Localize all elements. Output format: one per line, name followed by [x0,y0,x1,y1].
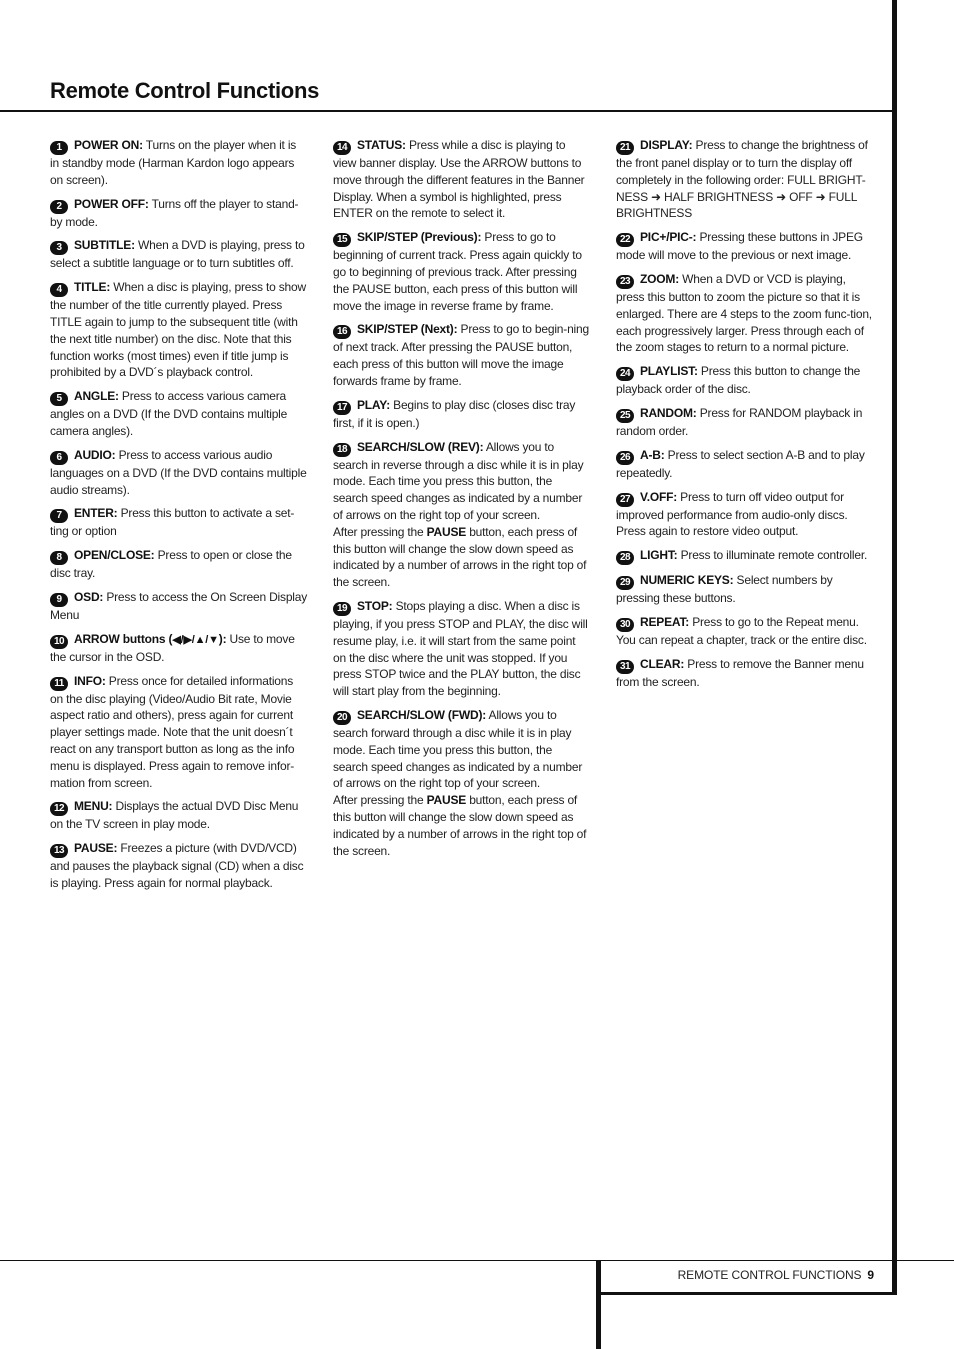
item-label-end: ): [218,631,227,646]
item-number-badge: 16 [333,325,351,339]
item-label: NUMERIC KEYS: [640,573,734,588]
item-number-badge: 9 [50,593,68,607]
item-description: Press while a disc is playing to view banner display. Use the ARROW buttons to move through the different features in the Banner Display. When a symbol is highlighted, press ENTER on the remote to select it. [333,138,585,221]
footer-section-label: REMOTE CONTROL FUNCTIONS [677,1268,862,1282]
item-number-badge: 21 [616,141,634,155]
item-description: When a DVD is playing, press to select a subtitle language or to turn subtitles off. [50,238,305,271]
column-2 [333,137,589,866]
item-label: SEARCH/SLOW (REV): [357,439,484,454]
function-item [616,229,874,264]
footer-rule [0,1260,954,1261]
function-item [50,196,308,231]
right-edge-bar [892,0,897,1295]
item-number-badge: 7 [50,509,68,523]
item-number-badge: 14 [333,141,351,155]
item-description: Press to go to beginning of current track. Press again quickly to go to beginning of previous track. After pressing the PAUSE button, each press of this button will move the image in reverse frame by frame. [333,230,582,313]
item-note-bold: PAUSE [426,793,467,808]
item-number-badge: 12 [50,802,68,816]
item-number-badge: 28 [616,551,634,565]
function-item [333,707,589,859]
function-item [616,405,874,440]
item-label: CLEAR: [640,656,685,671]
item-label: SUBTITLE: [74,238,135,253]
item-note-text-end: button, each press of this button will change the slow down speed as indicated by a number of arrows in the right top of the screen. [333,524,587,590]
item-description: Press once for detailed informations on the disc playing (Video/Audio Bit rate, Movie aspect ratio and others), press again for current player settings made. Note that the unit doesn´t react on any transport button as long as the info menu is displayed. Press again to remove infor-mation from screen. [50,673,295,790]
item-description: Turns off the player to stand-by mode. [50,196,299,229]
function-item [50,447,308,499]
item-label: STOP: [357,598,393,613]
page-title: Remote Control Functions [50,78,320,103]
item-description: Press to access various audio languages on a DVD (If the DVD contains multiple audio streams). [50,447,307,497]
function-item [50,505,308,540]
item-number-badge: 24 [616,367,634,381]
item-label: POWER OFF: [74,196,149,211]
item-number-badge: 25 [616,409,634,423]
item-note-bold: PAUSE [426,524,467,539]
item-number-badge: 4 [50,283,68,297]
item-number-badge: 11 [50,677,68,691]
function-item [50,388,308,440]
item-label: PLAYLIST: [640,364,698,379]
item-number-badge: 27 [616,493,634,507]
item-label: A-B: [640,447,665,462]
function-item [333,137,589,222]
item-description: Select numbers by pressing these buttons. [616,573,833,606]
item-description: Press to select section A-B and to play repeatedly. [616,447,865,480]
item-description: Press to access the On Screen Display Menu [50,589,308,622]
function-item [333,229,589,314]
function-item [616,363,874,398]
item-note-text: After pressing the [333,793,427,808]
arrow-icon: ▼ [208,633,219,646]
item-description: When a DVD or VCD is playing, press this button to zoom the picture so that it is enlarged. There are 4 steps to the zoom func-tion, each progressively larger. Press through each of the zoom stages to return to a normal picture. [616,271,872,355]
item-label: PLAY: [357,397,391,412]
item-label: TITLE: [74,280,111,295]
item-number-badge: 17 [333,401,351,415]
function-item [333,321,589,389]
item-number-badge: 6 [50,451,68,465]
column-3 [616,137,874,698]
function-item [50,547,308,582]
function-item [616,137,874,222]
item-description: Allows you to search in reverse through a disc while it is in play mode. Each time you press this button, the search speed changes as indicated by a number of arrows on the right top of your screen. [333,439,584,522]
item-label: LIGHT: [640,548,678,563]
item-label: SKIP/STEP (Next): [357,322,458,337]
item-number-badge: 19 [333,602,351,616]
item-description: Press to access various camera angles on a DVD (If the DVD contains multiple camera angles). [50,389,288,438]
item-description: Displays the actual DVD Disc Menu on the TV screen in play mode. [50,799,299,832]
function-item [50,673,308,792]
item-description: Begins to play disc (closes disc tray first, if it is open.) [333,397,576,430]
function-item [616,271,874,356]
item-number-badge: 3 [50,241,68,255]
item-description: Pressing these buttons in JPEG mode will move to the previous or next image. [616,230,863,263]
item-label: STATUS: [357,138,406,152]
item-number-badge: 23 [616,275,634,289]
item-description: Press to go to the Repeat menu. You can repeat a chapter, track or the entire disc. [616,614,867,647]
item-description: Use to move the cursor in the OSD. [50,631,295,664]
item-number-badge: 29 [616,576,634,590]
function-item [616,572,874,607]
function-item [333,439,589,591]
item-number-badge: 2 [50,200,68,214]
function-item [616,614,874,649]
item-number-badge: 1 [50,141,68,155]
item-description: Press to change the brightness of the front panel display or to turn the display off completely in the following order: FULL BRIGHT-NESS ➜ HALF BRIGHTNESS ➜ OFF ➜ FULL BRIGHTNESS [616,138,868,221]
page-number: 9 [867,1268,874,1282]
item-description: Allows you to search forward through a disc while it is in play mode. Each time you press this button, the search speed changes as indicated by a number of arrows on the right top of your screen. [333,707,583,791]
item-description: Press to illuminate remote controller. [677,548,868,563]
item-number-badge: 10 [50,635,68,649]
item-number-badge: 30 [616,618,634,632]
function-item [616,656,874,691]
item-label: ENTER: [74,506,118,521]
footer-box-rule [596,1292,897,1295]
function-item [50,798,308,833]
item-label: V.OFF: [640,489,678,504]
item-label: SKIP/STEP (Previous): [357,230,482,245]
function-item [50,279,308,381]
item-description: Stops playing a disc. When a disc is playing, if you press STOP and PLAY, the disc will resume play, i.e. it will start from the same point on the disc where the unit was stopped. If you press STOP twice and the PLAY button, the disc will start play from the beginning. [333,598,588,699]
item-note-text: After pressing the [333,524,427,539]
arrow-separator: / [180,633,184,646]
item-number-badge: 20 [333,711,351,725]
item-number-badge: 5 [50,392,68,406]
item-label: POWER ON: [74,138,143,152]
item-number-badge: 8 [50,551,68,565]
function-item [50,589,308,624]
item-label: ARROW buttons ( [74,631,173,646]
arrow-icon: ▲ [194,633,206,646]
item-label: ZOOM: [640,271,679,286]
item-label: AUDIO: [74,447,116,462]
function-item [50,631,308,666]
item-label: REPEAT: [640,614,690,629]
item-description: Press for RANDOM playback in random order. [616,405,863,438]
item-number-badge: 18 [333,443,351,457]
item-label: MENU: [74,799,113,814]
item-number-badge: 26 [616,451,634,465]
arrow-icon: ◀ [172,633,181,646]
item-label: ANGLE: [74,389,119,404]
item-label: OPEN/CLOSE: [74,548,155,563]
title-rule [0,110,892,112]
item-description: Press to remove the Banner menu from the screen. [616,656,864,689]
item-number-badge: 22 [616,233,634,247]
function-item [50,237,308,272]
arrow-icon: ▶ [183,633,192,646]
arrow-separator: / [191,633,195,646]
footer-vertical-bar [596,1261,601,1349]
item-number-badge: 15 [333,233,351,247]
item-number-badge: 31 [616,660,634,674]
item-number-badge: 13 [50,844,68,858]
function-item [50,840,308,892]
function-item [333,598,589,700]
item-description: Turns on the player when it is in standby mode (Harman Kardon logo appears on screen). [50,138,297,187]
item-label: INFO: [74,673,106,688]
column-1 [50,137,308,899]
item-label: RANDOM: [640,405,697,420]
function-item [616,447,874,482]
function-item [333,397,589,432]
item-label: DISPLAY: [640,138,693,152]
item-note-text-end: button, each press of this button will change the slow down speed as indicated by a number of arrows in the right top of the screen. [333,793,587,858]
item-description: Press this button to change the playback order of the disc. [616,364,861,397]
page-footer [620,1268,874,1282]
item-label: PIC+/PIC-: [640,230,697,245]
item-description: Press to turn off video output for improved performance from audio-only discs. Press again to restore video output. [616,489,848,539]
function-item [616,547,874,565]
item-description: Freezes a picture (with DVD/VCD) and pauses the playback signal (CD) when a disc is playing. Press again for normal playback. [50,841,304,890]
item-label: SEARCH/SLOW (FWD): [357,707,487,722]
arrow-separator: / [205,633,209,646]
item-description: When a disc is playing, press to show the number of the title currently played. Press TITLE again to jump to the subsequent title (with the next title number) on the disc. Note that this function works (most times) even if title jump is prohibited by a DVD´s playback control. [50,280,306,380]
function-item [616,489,874,541]
item-description: Press to go to begin-ning of next track. After pressing the PAUSE button, each press of this button will move the image forwards frame by frame. [333,322,589,388]
item-label: OSD: [74,589,104,604]
item-label: PAUSE: [74,841,118,856]
function-item [50,137,308,189]
item-description: Press to open or close the disc tray. [50,548,292,581]
item-description: Press this button to activate a set-ting or option [50,506,295,539]
